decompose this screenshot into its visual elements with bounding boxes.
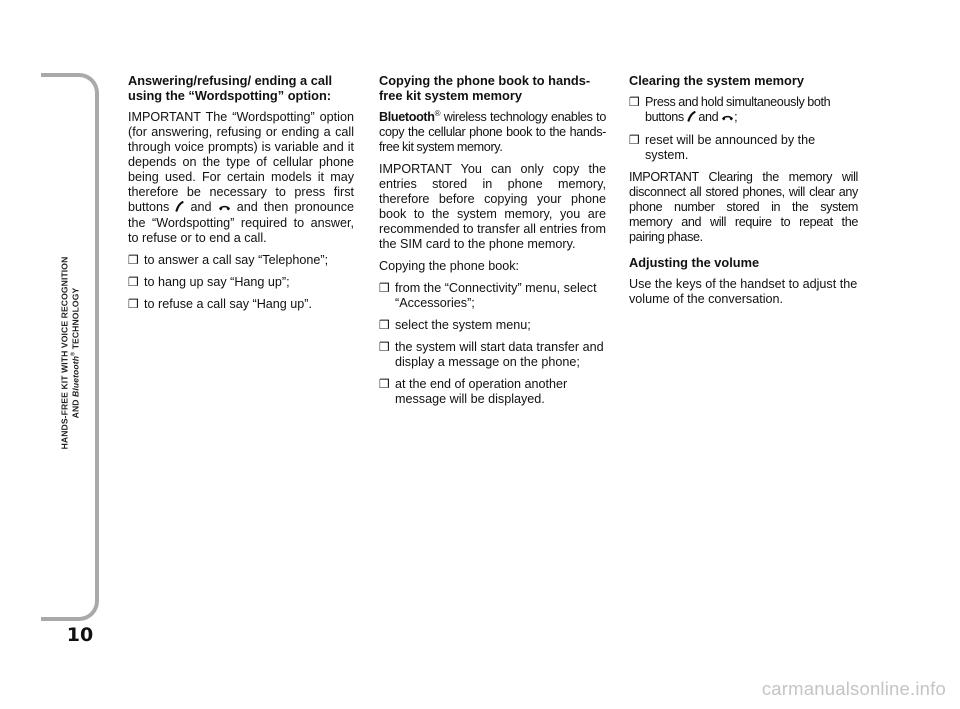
- bullet-box-icon: ❒: [629, 95, 640, 109]
- list-item: ❒ to hang up say “Hang up”;: [128, 275, 290, 289]
- important-note-copy: IMPORTANT You can only copy the entries stored in phone memory, therefore before copying your phone book to the system memory, you are recommended to transfer all entries from the SIM card to the phone memory.: [379, 162, 606, 251]
- list-item: ❒ select the system menu;: [379, 318, 531, 332]
- phone-call-icon: [687, 111, 696, 126]
- section-title-line2: AND Bluetooth® TECHNOLOGY: [70, 287, 80, 419]
- heading-clear-memory: Clearing the system memory: [629, 73, 804, 88]
- bullet-box-icon: ❒: [629, 133, 640, 147]
- bullet-box-icon: ❒: [379, 377, 390, 391]
- heading-volume: Adjusting the volume: [629, 255, 760, 270]
- list-item: ❒ Press and hold simultaneously both buttons and ;: [629, 95, 831, 124]
- phone-call-icon: [175, 201, 184, 216]
- bullet-box-icon: ❒: [128, 275, 139, 289]
- copy-steps-intro: Copying the phone book:: [379, 259, 520, 273]
- list-item: ❒ reset will be announced by the system.: [629, 133, 816, 162]
- list-item: ❒ from the “Connectivity” menu, select “Accessories”;: [379, 281, 597, 310]
- bullet-box-icon: ❒: [379, 340, 390, 354]
- phone-hangup-icon: [218, 201, 231, 216]
- section-title-line1: HANDS-FREE KIT WITH VOICE RECOGNITION: [59, 256, 70, 450]
- bluetooth-intro: Bluetooth® wireless technology enables to copy the cellular phone book to the hands-free kit system memory.: [379, 108, 606, 154]
- list-item: ❒ to refuse a call say “Hang up”.: [128, 297, 312, 311]
- important-note-wordspotting: IMPORTANT The “Wordspotting” option (for answering, refusing or ending a call through voice prompts) is variable and it depends on the type of cellular phone being used. For certain models it may therefore be necessary to press first buttons and and then pronounce the “Wordspotting” required to answer, to refuse or to end a call.: [128, 110, 355, 245]
- bullet-box-icon: ❒: [379, 318, 390, 332]
- list-item: ❒ the system will start data transfer and display a message on the phone;: [379, 340, 604, 369]
- page-number: 10: [66, 624, 94, 646]
- list-item: ❒ at the end of operation another message will be displayed.: [379, 377, 568, 406]
- heading-copy-phonebook: Copying the phone book to hands-free kit system memory: [379, 73, 591, 103]
- volume-text: Use the keys of the handset to adjust the volume of the conversation.: [629, 277, 858, 306]
- column-3: [629, 73, 858, 314]
- bullet-box-icon: ❒: [128, 297, 139, 311]
- column-2: [379, 73, 606, 414]
- column-1: [128, 73, 354, 319]
- bullet-box-icon: ❒: [128, 253, 139, 267]
- phone-hangup-icon: [721, 111, 734, 126]
- important-note-clear: IMPORTANT Clearing the memory will disconnect all stored phones, will clear any phone number stored in the system memory and will require to repeat the pairing phase.: [629, 170, 858, 244]
- list-item: ❒ to answer a call say “Telephone”;: [128, 253, 329, 267]
- heading-wordspotting: Answering/refusing/ ending a call using the “Wordspotting” option:: [128, 73, 333, 103]
- bullet-box-icon: ❒: [379, 281, 390, 295]
- watermark: carmanualsonline.info: [761, 678, 946, 699]
